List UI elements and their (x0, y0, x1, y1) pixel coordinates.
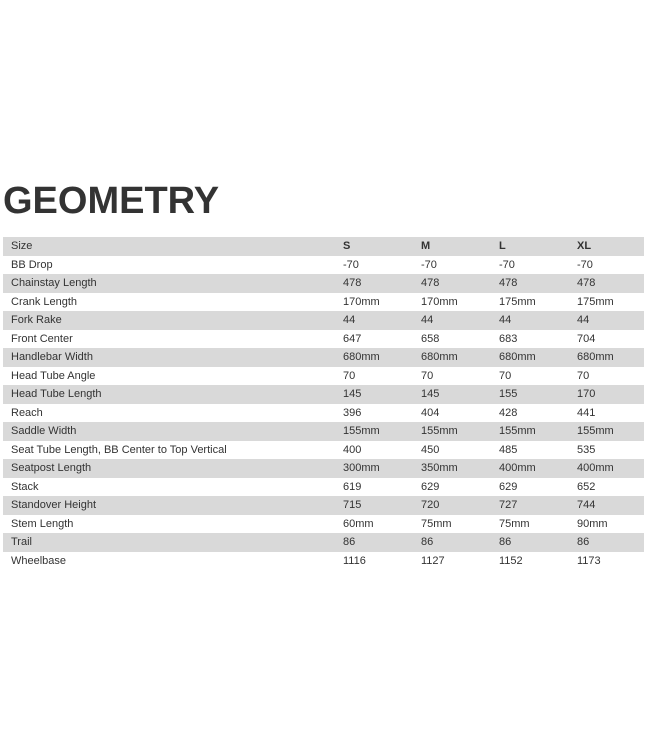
table-row (3, 459, 644, 478)
cell-size-xl: 1173 (577, 554, 601, 567)
cell-size-l: 1152 (499, 554, 523, 567)
cell-size-l: 478 (499, 277, 518, 290)
row-label: BB Drop (11, 258, 53, 271)
cell-size-s: 619 (343, 480, 362, 493)
row-label: Head Tube Angle (11, 369, 96, 382)
row-label: Seat Tube Length, BB Center to Top Vertical (11, 443, 227, 456)
cell-size-m: 478 (421, 277, 440, 290)
cell-size-l: 44 (499, 314, 512, 327)
cell-size-s: 715 (343, 499, 362, 512)
table-row (3, 422, 644, 441)
cell-size-m: 680mm (421, 351, 458, 364)
table-row (3, 385, 644, 404)
geometry-table (3, 237, 644, 570)
cell-size-m: 155mm (421, 425, 458, 438)
row-label: Reach (11, 406, 43, 419)
cell-size-xl: -70 (577, 258, 593, 271)
cell-size-m: 450 (421, 443, 440, 456)
cell-size-xl: 70 (577, 369, 590, 382)
cell-size-l: 629 (499, 480, 518, 493)
cell-size-m: 86 (421, 536, 434, 549)
cell-size-s: 400 (343, 443, 362, 456)
cell-size-s: 70 (343, 369, 356, 382)
table-row (3, 367, 644, 386)
row-label: Head Tube Length (11, 388, 102, 401)
cell-size-m: 1127 (421, 554, 445, 567)
row-label: Crank Length (11, 295, 78, 308)
cell-size-m: 75mm (421, 517, 452, 530)
cell-size-l: 86 (499, 536, 512, 549)
table-header-row (3, 237, 644, 256)
cell-size-s: 300mm (343, 462, 380, 475)
cell-size-m: 70 (421, 369, 434, 382)
cell-size-l: 683 (499, 332, 518, 345)
cell-size-l: 428 (499, 406, 518, 419)
table-row (3, 330, 644, 349)
cell-size-xl: 744 (577, 499, 596, 512)
table-row (3, 348, 644, 367)
cell-size-l: 155mm (499, 425, 536, 438)
cell-size-l: 70 (499, 369, 512, 382)
table-body (3, 256, 644, 571)
cell-size-m: -70 (421, 258, 437, 271)
cell-size-s: 680mm (343, 351, 380, 364)
cell-size-xl: 478 (577, 277, 596, 290)
cell-size-l: 680mm (499, 351, 536, 364)
table-row (3, 311, 644, 330)
cell-size-m: 720 (421, 499, 440, 512)
header-size-m: M (421, 240, 431, 253)
cell-size-xl: 90mm (577, 517, 608, 530)
table-row (3, 404, 644, 423)
cell-size-l: 75mm (499, 517, 530, 530)
cell-size-m: 44 (421, 314, 434, 327)
cell-size-xl: 400mm (577, 462, 614, 475)
header-size-s: S (343, 240, 351, 253)
table-row (3, 256, 644, 275)
cell-size-xl: 155mm (577, 425, 614, 438)
cell-size-s: 478 (343, 277, 362, 290)
row-label: Handlebar Width (11, 351, 93, 364)
cell-size-s: 44 (343, 314, 356, 327)
cell-size-xl: 652 (577, 480, 596, 493)
row-label: Wheelbase (11, 554, 67, 567)
cell-size-m: 145 (421, 388, 440, 401)
table-row (3, 552, 644, 571)
cell-size-xl: 44 (577, 314, 590, 327)
cell-size-m: 350mm (421, 462, 458, 475)
cell-size-l: 727 (499, 499, 518, 512)
cell-size-xl: 86 (577, 536, 590, 549)
cell-size-xl: 175mm (577, 295, 614, 308)
table-row (3, 293, 644, 312)
cell-size-m: 629 (421, 480, 440, 493)
cell-size-s: 145 (343, 388, 362, 401)
cell-size-l: -70 (499, 258, 515, 271)
cell-size-s: 1116 (343, 554, 366, 567)
header-size-label: Size (11, 240, 33, 253)
row-label: Seatpost Length (11, 462, 92, 475)
cell-size-xl: 441 (577, 406, 596, 419)
cell-size-s: 396 (343, 406, 362, 419)
cell-size-s: 155mm (343, 425, 380, 438)
row-label: Trail (11, 536, 32, 549)
cell-size-m: 170mm (421, 295, 458, 308)
table-row (3, 533, 644, 552)
cell-size-s: -70 (343, 258, 359, 271)
cell-size-m: 658 (421, 332, 440, 345)
cell-size-xl: 170 (577, 388, 596, 401)
cell-size-m: 404 (421, 406, 440, 419)
cell-size-xl: 704 (577, 332, 596, 345)
header-size-xl: XL (577, 240, 592, 253)
cell-size-s: 647 (343, 332, 362, 345)
table-row (3, 274, 644, 293)
row-label: Fork Rake (11, 314, 62, 327)
table-row (3, 515, 644, 534)
row-label: Stack (11, 480, 39, 493)
row-label: Saddle Width (11, 425, 77, 438)
table-row (3, 441, 644, 460)
cell-size-l: 400mm (499, 462, 536, 475)
cell-size-xl: 535 (577, 443, 596, 456)
cell-size-xl: 680mm (577, 351, 614, 364)
page-title: GEOMETRY (3, 180, 220, 222)
row-label: Chainstay Length (11, 277, 97, 290)
table-row (3, 496, 644, 515)
row-label: Stem Length (11, 517, 74, 530)
row-label: Front Center (11, 332, 73, 345)
cell-size-s: 170mm (343, 295, 380, 308)
cell-size-l: 485 (499, 443, 518, 456)
row-label: Standover Height (11, 499, 96, 512)
cell-size-s: 60mm (343, 517, 374, 530)
cell-size-l: 155 (499, 388, 518, 401)
cell-size-s: 86 (343, 536, 356, 549)
header-size-l: L (499, 240, 506, 253)
table-row (3, 478, 644, 497)
cell-size-l: 175mm (499, 295, 536, 308)
